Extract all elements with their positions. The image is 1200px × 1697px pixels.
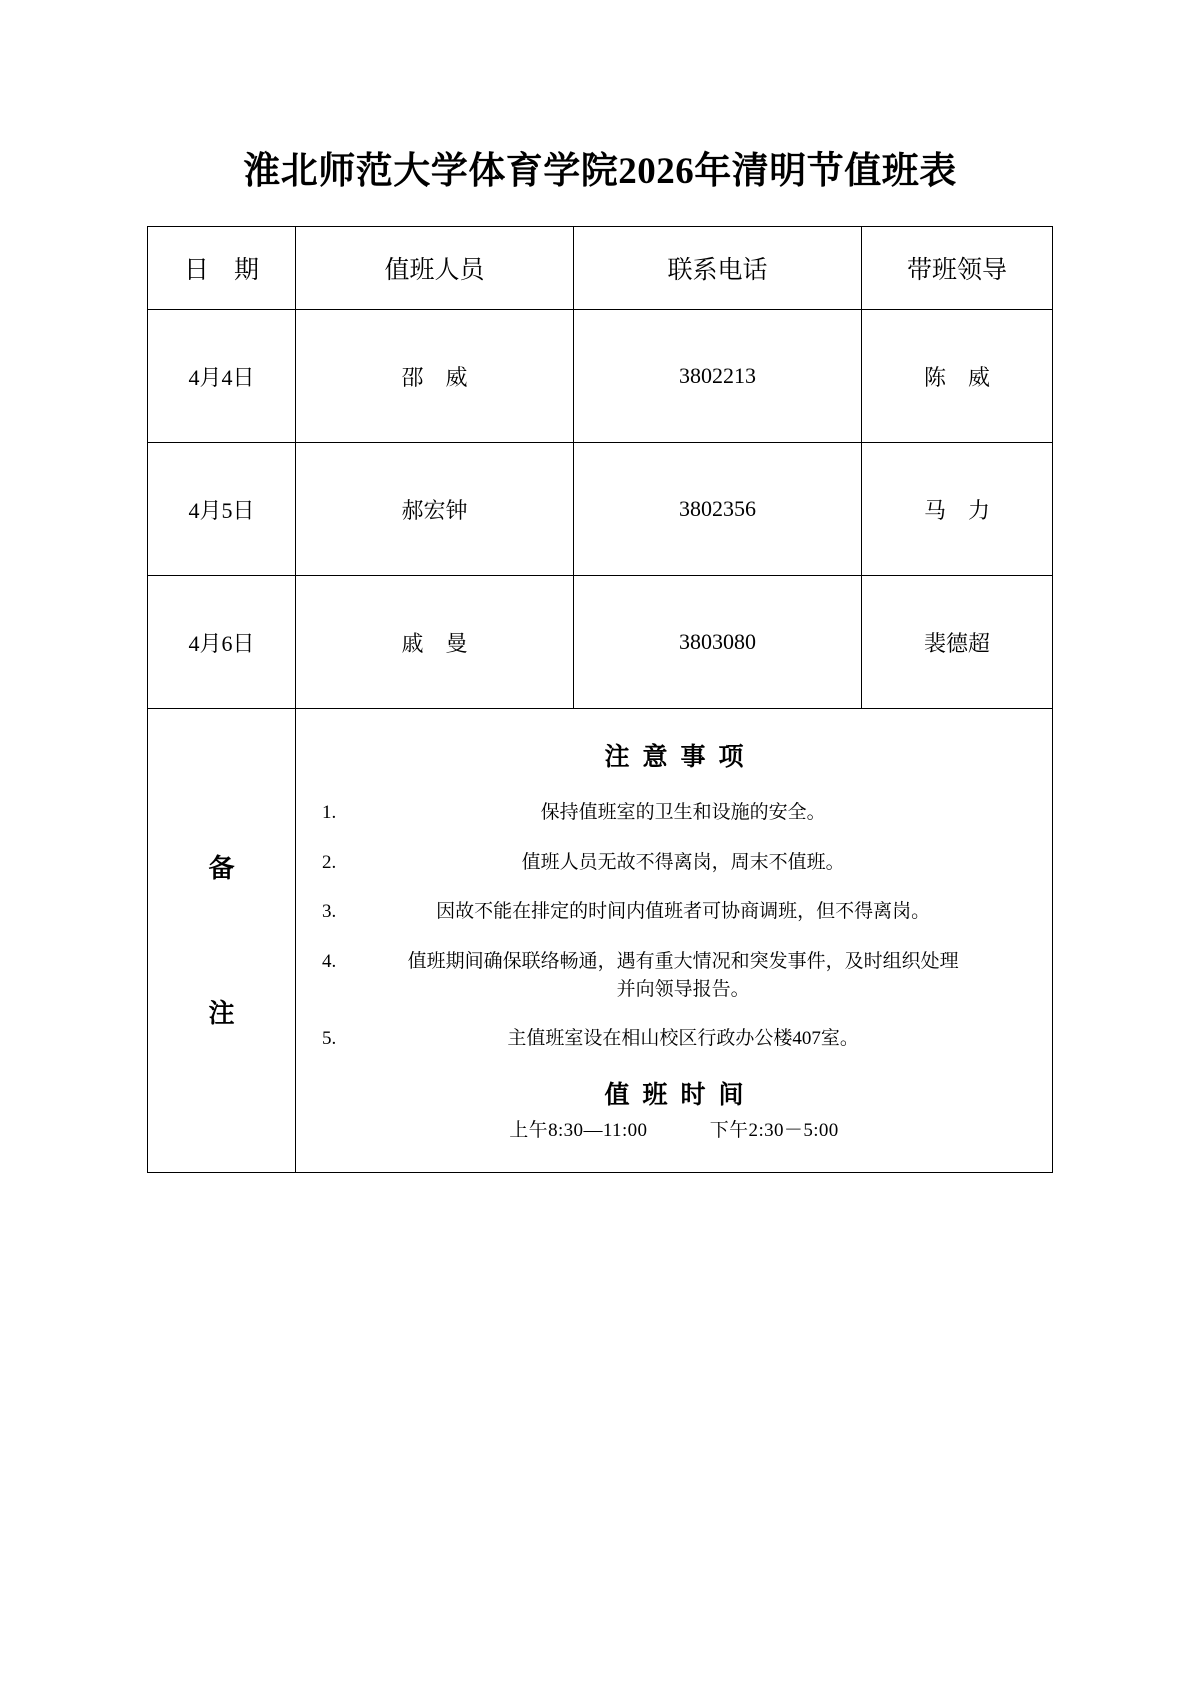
- cell-person: 邵 威: [296, 310, 574, 443]
- note-number: 4.: [322, 951, 337, 973]
- remarks-label-line1: 备: [208, 853, 235, 883]
- cell-leader: 马 力: [862, 443, 1053, 576]
- page-title: 淮北师范大学体育学院2026年清明节值班表: [243, 151, 957, 192]
- note-text: 保持值班室的卫生和设施的安全。: [540, 802, 826, 824]
- column-header-person: 值班人员: [296, 227, 574, 310]
- notes-heading: 注意事项: [604, 744, 757, 772]
- table-row: [148, 310, 1053, 443]
- note-number: 3.: [322, 901, 337, 923]
- cell-date: 4月5日: [148, 443, 296, 576]
- remarks-label-line2: 注: [208, 998, 235, 1028]
- note-text: 值班人员无故不得离岗，周末不值班。: [521, 851, 845, 873]
- remarks-label: [148, 709, 296, 1172]
- note-text: 因故不能在排定的时间内值班者可协商调班，但不得离岗。: [436, 901, 931, 923]
- note-number: 2.: [322, 851, 337, 873]
- note-text: [340, 948, 1026, 1003]
- note-text: 主值班室设在相山校区行政办公楼407室。: [507, 1028, 859, 1050]
- cell-phone: 3802356: [574, 443, 862, 576]
- cell-person: 戚 曼: [296, 576, 574, 709]
- table-row: [148, 576, 1053, 709]
- table-row: [148, 443, 1053, 576]
- column-header-leader: 带班领导: [862, 227, 1053, 310]
- note-item: [322, 799, 1026, 827]
- cell-phone: 3803080: [574, 576, 862, 709]
- cell-leader: 裴德超: [862, 576, 1053, 709]
- duty-time-line: [322, 1115, 1026, 1142]
- duty-time-morning: 上午8:30—11:00: [509, 1119, 648, 1141]
- note-item: [322, 849, 1026, 877]
- duty-time-heading: 值班时间: [604, 1081, 757, 1109]
- remarks-body: [296, 709, 1053, 1172]
- note-number: 1.: [322, 802, 337, 824]
- note-text-line1: 值班期间确保联络畅通，遇有重大情况和突发事件，及时组织处理: [407, 951, 959, 973]
- note-item: [322, 1025, 1026, 1053]
- table-header-row: [148, 227, 1053, 310]
- cell-leader: 陈 威: [862, 310, 1053, 443]
- duty-schedule-table: [147, 226, 1053, 1172]
- note-number: 5.: [322, 1028, 337, 1050]
- cell-phone: 3802213: [574, 310, 862, 443]
- column-header-phone: 联系电话: [574, 227, 862, 310]
- cell-person: 郝宏钟: [296, 443, 574, 576]
- column-header-date: 日 期: [148, 227, 296, 310]
- duty-time-afternoon: 下午2:30－5:00: [709, 1119, 839, 1141]
- note-item: [322, 948, 1026, 1003]
- cell-date: 4月6日: [148, 576, 296, 709]
- note-text-line2: 并向领导报告。: [616, 978, 750, 1000]
- cell-date: 4月4日: [148, 310, 296, 443]
- note-item: [322, 898, 1026, 926]
- remarks-row: [148, 709, 1053, 1172]
